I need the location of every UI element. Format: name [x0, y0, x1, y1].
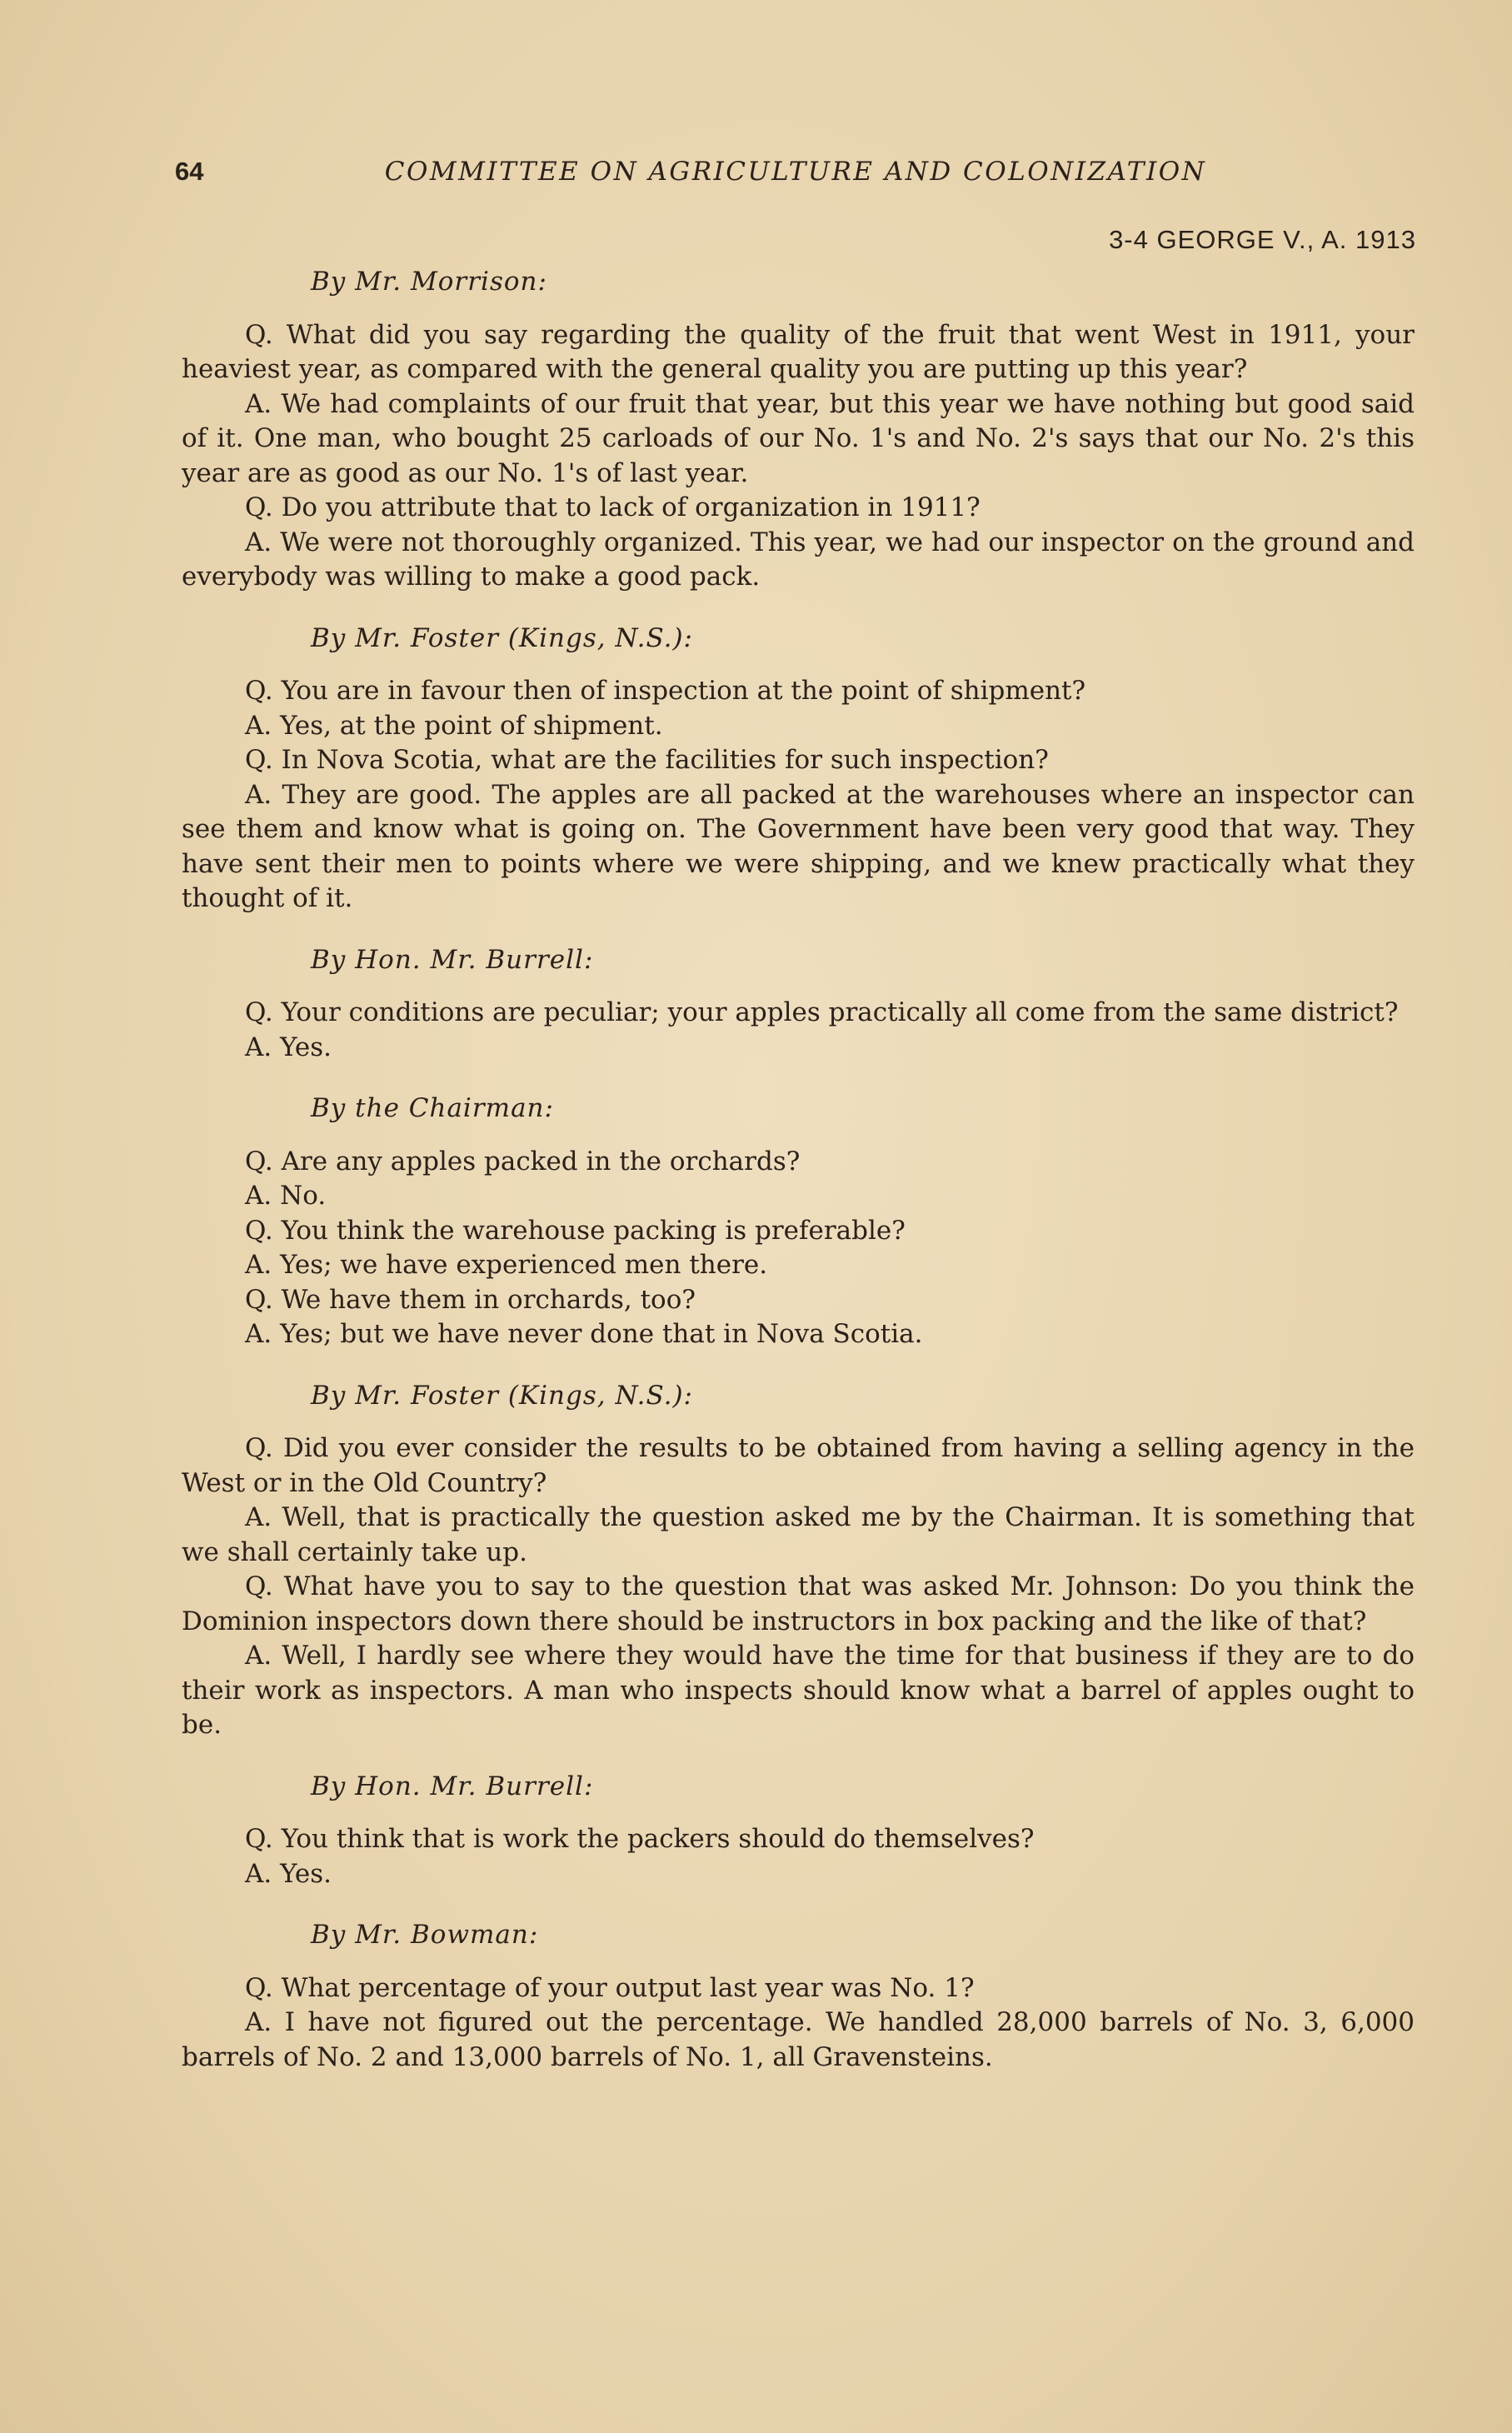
answer-line: A. Yes.	[245, 1032, 332, 1062]
testimony-section	[182, 943, 1415, 1066]
question-line: Q. What percentage of your output last year was No. 1?	[245, 1972, 975, 2003]
testimony-section	[182, 622, 1415, 917]
speaker-heading: By the Chairman:	[311, 1093, 554, 1123]
answer-line: A. Well, I hardly see where they would have the time for that business if they are to do their work as inspectors. A man who inspects should know what a barrel of apples ought to be.	[182, 1641, 1415, 1740]
question-line: Q. In Nova Scotia, what are the facilities for such inspection?	[245, 745, 1049, 775]
question-line: Q. Do you attribute that to lack of organization in 1911?	[245, 492, 981, 522]
question-line: Q. We have them in orchards, too?	[245, 1284, 696, 1315]
session-label: 3-4 GEORGE V., A. 1913	[1109, 225, 1416, 254]
question-line: Q. Are any apples packed in the orchards?	[245, 1146, 801, 1177]
answer-line: A. I have not figured out the percentage. We handled 28,000 barrels of No. 3, 6,000 barrels of No. 2 and 13,000 barrels of No. 1, all Gravensteins.	[182, 2007, 1415, 2072]
answer-line: A. Yes, at the point of shipment.	[245, 710, 663, 741]
testimony-section	[182, 265, 1415, 595]
speaker-heading: By Mr. Morrison:	[311, 267, 547, 297]
question-line: Q. You think that is work the packers should do themselves?	[245, 1824, 1035, 1854]
question-line: Q. You think the warehouse packing is preferable?	[245, 1215, 906, 1246]
page-header	[175, 157, 1416, 198]
question-line: Q. You are in favour then of inspection at the point of shipment?	[245, 676, 1086, 706]
running-head: COMMITTEE ON AGRICULTURE AND COLONIZATION	[384, 157, 1207, 187]
testimony-section	[182, 1379, 1415, 1743]
testimony-body	[182, 265, 1415, 2101]
answer-line: A. No.	[245, 1181, 327, 1211]
question-line: Q. Did you ever consider the results to be obtained from having a selling agency in the West or in the Old Country?	[182, 1433, 1415, 1498]
speaker-heading: By Mr. Foster (Kings, N.S.):	[311, 622, 693, 653]
speaker-heading: By Hon. Mr. Burrell:	[311, 1771, 594, 1801]
testimony-section	[182, 1092, 1415, 1352]
speaker-heading: By Mr. Bowman:	[311, 1920, 539, 1950]
answer-line: A. Yes; but we have never done that in Nova Scotia.	[245, 1319, 923, 1349]
question-line: Q. What did you say regarding the quality of the fruit that went West in 1911, your heaviest year, as compared with the general quality you are putting up this year?	[182, 319, 1415, 384]
question-line: Q. Your conditions are peculiar; your apples practically all come from the same district?	[245, 997, 1399, 1027]
answer-line: A. Well, that is practically the question asked me by the Chairman. It is something that we shall certainly take up.	[182, 1502, 1415, 1567]
testimony-section	[182, 1770, 1415, 1892]
question-line: Q. What have you to say to the question that was asked Mr. Johnson: Do you think the Dominion inspectors down there should be instructors in box packing and the like of that?	[182, 1571, 1415, 1636]
answer-line: A. They are good. The apples are all packed at the warehouses where an inspector can see them and know what is going on. The Government have been very good that way. They have sent their men to points where we were shipping, and we knew practically what they thought of it.	[182, 779, 1415, 913]
answer-line: A. We were not thoroughly organized. This year, we had our inspector on the ground and everybody was willing to make a good pack.	[182, 527, 1415, 592]
answer-line: A. Yes.	[245, 1858, 332, 1889]
answer-line: A. Yes; we have experienced men there.	[245, 1250, 768, 1280]
page-number: 64	[175, 157, 204, 186]
testimony-section	[182, 1918, 1415, 2075]
speaker-heading: By Mr. Foster (Kings, N.S.):	[311, 1380, 693, 1411]
answer-line: A. We had complaints of our fruit that year, but this year we have nothing but good said of it. One man, who bought 25 carloads of our No. 1's and No. 2's says that our No. 2's this year are as good as our No. 1's of last year.	[182, 388, 1415, 488]
speaker-heading: By Hon. Mr. Burrell:	[311, 944, 594, 975]
